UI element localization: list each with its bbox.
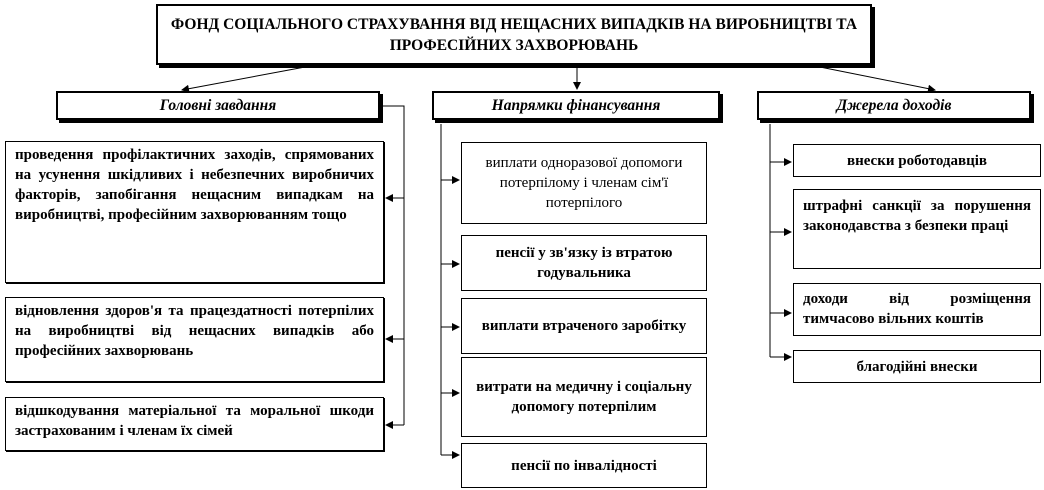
arrow-title-to-income [820,67,935,90]
header-income: Джерела доходів [757,91,1031,120]
diagram-title: ФОНД СОЦІАЛЬНОГО СТРАХУВАННЯ ВІД НЕЩАСНИХ ВИПАДКІВ НА ВИРОБНИЦТВІ ТА ПРОФЕСІЙНИХ ЗАХВОРЮВАНЬ [156,4,872,65]
task-item-compensation: відшкодування матеріальної та моральної шкоди застрахованим і членам їх сімей [5,397,384,451]
financing-item-survivor-pension: пенсії у зв'язку із втратою годувальника [461,235,707,291]
income-item-employer-contributions: внески роботодавців [793,144,1041,177]
financing-item-one-time-aid: виплати одноразової допомоги потерпілому і членам сім'ї потерпілого [461,142,707,224]
arrow-title-to-tasks [182,67,305,90]
task-item-prevention: проведення профілактичних заходів, спрямованих на усунення шкідливих і небезпечних виробничих факторів, запобігання нещасним випадкам на виробництві, професійним захворюванням тощо [5,141,384,283]
tasks-bracket [382,106,404,425]
income-item-charity: благодійні внески [793,350,1041,383]
income-item-penalties: штрафні санкції за порушення законодавства з безпеки праці [793,189,1041,269]
task-item-recovery: відновлення здоров'я та працездатності потерпілих на виробництві від нещасних випадків або професійних захворювань [5,297,384,382]
financing-item-lost-earnings: виплати втраченого заробітку [461,298,707,354]
financing-item-disability-pension: пенсії по інвалідності [461,443,707,488]
income-item-investment: доходи від розміщення тимчасово вільних коштів [793,283,1041,336]
header-financing: Напрямки фінансування [432,91,720,120]
header-tasks: Головні завдання [56,91,380,120]
financing-item-medical-social: витрати на медичну і соціальну допомогу потерпілим [461,357,707,437]
